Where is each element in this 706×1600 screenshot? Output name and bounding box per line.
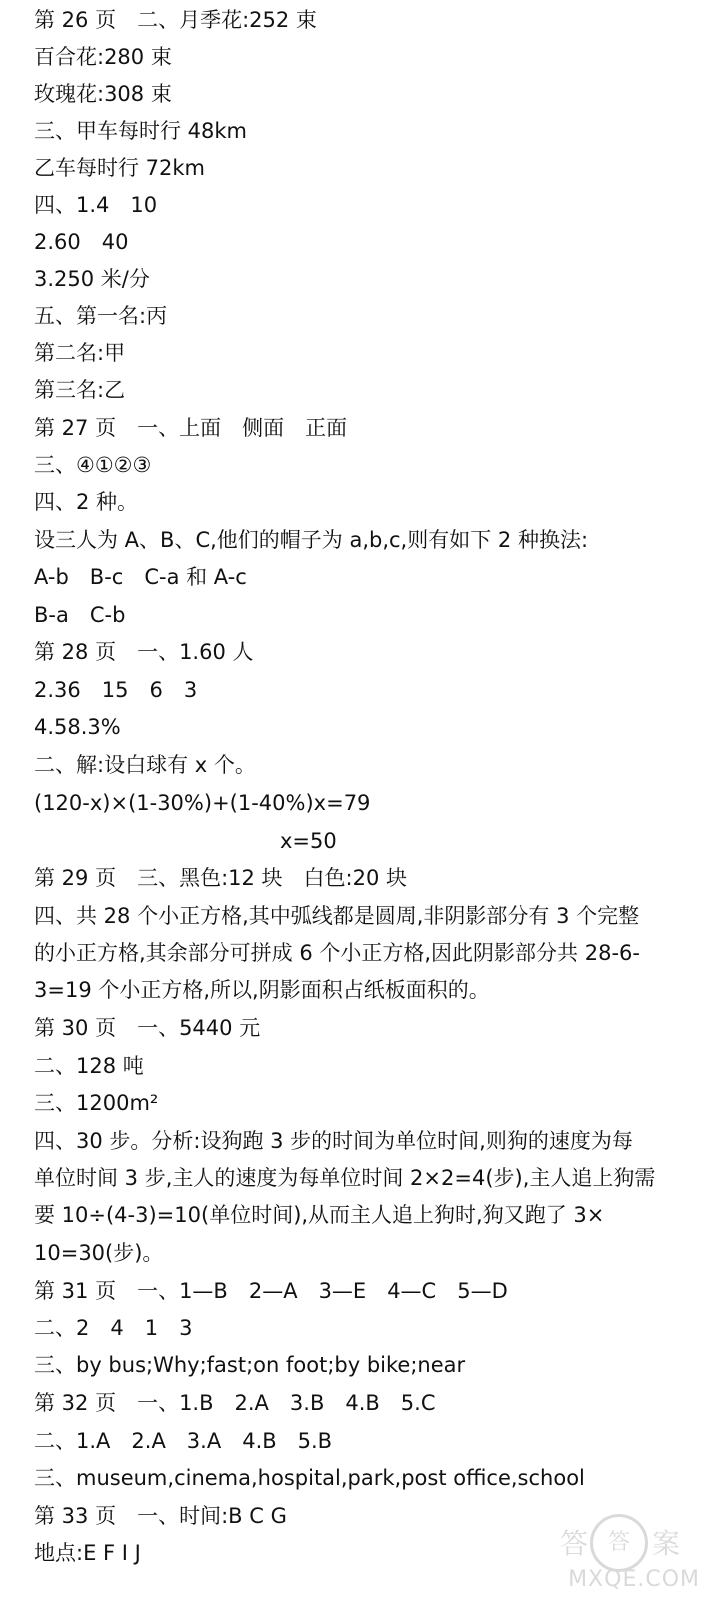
line-rank-1: 五、第一名:丙	[34, 304, 168, 328]
line-q4-2: 2.60 40	[34, 230, 129, 254]
line-q4-3: 3.250 米/分	[34, 267, 150, 291]
line-p30-q2: 二、128 吨	[34, 1054, 144, 1078]
line-p27-q4: 四、2 种。	[34, 490, 139, 514]
line-lily: 百合花:280 束	[34, 45, 172, 69]
line-solution: x=50	[280, 829, 337, 853]
line-p29-q4-b: 的小正方格,其余部分可拼成 6 个小正方格,因此阴影部分共 28-6-	[34, 941, 640, 965]
line-p31-q2: 二、2 4 1 3	[34, 1316, 193, 1340]
line-p29-q4-a: 四、共 28 个小正方格,其中弧线都是圆周,非阴影部分有 3 个完整	[34, 904, 640, 928]
line-p33-header: 第 33 页 一、时间:B C G	[34, 1504, 287, 1528]
watermark-badge-icon: 答	[590, 1514, 648, 1572]
line-hats-intro: 设三人为 A、B、C,他们的帽子为 a,b,c,则有如下 2 种换法:	[34, 528, 589, 552]
line-p30-q4-a: 四、30 步。分析:设狗跑 3 步的时间为单位时间,则狗的速度为每	[34, 1129, 633, 1153]
line-p32-q2: 二、1.A 2.A 3.A 4.B 5.B	[34, 1429, 333, 1453]
watermark-char-right: 案	[651, 1527, 680, 1560]
site-watermark	[550, 1512, 700, 1592]
line-p27-q3: 三、④①②③	[34, 453, 152, 477]
line-p32-q3: 三、museum,cinema,hospital,park,post office,school	[34, 1466, 585, 1490]
line-p31-header: 第 31 页 一、1—B 2—A 3—E 4—C 5—D	[34, 1279, 508, 1303]
line-p28-q2: 2.36 15 6 3	[34, 678, 198, 702]
line-p26-header: 第 26 页 二、月季花:252 束	[34, 8, 317, 32]
line-hats-1: A-b B-c C-a 和 A-c	[34, 565, 247, 589]
line-p31-q3: 三、by bus;Why;fast;on foot;by bike;near	[34, 1353, 466, 1377]
line-rank-2: 第二名:甲	[34, 341, 126, 365]
watermark-domain: MXQE.COM	[568, 1567, 700, 1592]
line-p30-header: 第 30 页 一、5440 元	[34, 1016, 261, 1040]
line-equation: (120-x)×(1-30%)+(1-40%)x=79	[34, 791, 371, 815]
line-p30-q3: 三、1200m²	[34, 1091, 159, 1115]
line-p29-header: 第 29 页 三、黑色:12 块 白色:20 块	[34, 866, 408, 890]
line-p33-place: 地点:E F I J	[34, 1541, 141, 1565]
line-p30-q4-d: 10=30(步)。	[34, 1241, 164, 1265]
line-rose: 玫瑰花:308 束	[34, 82, 172, 106]
line-p28-q4: 4.58.3%	[34, 715, 121, 739]
watermark-char-left: 答	[559, 1527, 588, 1560]
line-car-b: 乙车每时行 72km	[34, 156, 206, 180]
line-p28-solve: 二、解:设白球有 x 个。	[34, 753, 256, 777]
line-p27-header: 第 27 页 一、上面 侧面 正面	[34, 416, 348, 440]
line-rank-3: 第三名:乙	[34, 378, 126, 402]
line-p30-q4-c: 要 10÷(4-3)=10(单位时间),从而主人追上狗时,狗又跑了 3×	[34, 1203, 605, 1227]
line-p32-header: 第 32 页 一、1.B 2.A 3.B 4.B 5.C	[34, 1391, 436, 1415]
line-q4-1: 四、1.4 10	[34, 193, 158, 217]
line-p28-header: 第 28 页 一、1.60 人	[34, 640, 254, 664]
line-car-a: 三、甲车每时行 48km	[34, 119, 248, 143]
line-hats-2: B-a C-b	[34, 603, 126, 627]
line-p30-q4-b: 单位时间 3 步,主人的速度为每单位时间 2×2=4(步),主人追上狗需	[34, 1166, 656, 1190]
line-p29-q4-c: 3=19 个小正方格,所以,阴影面积占纸板面积的。	[34, 978, 490, 1002]
